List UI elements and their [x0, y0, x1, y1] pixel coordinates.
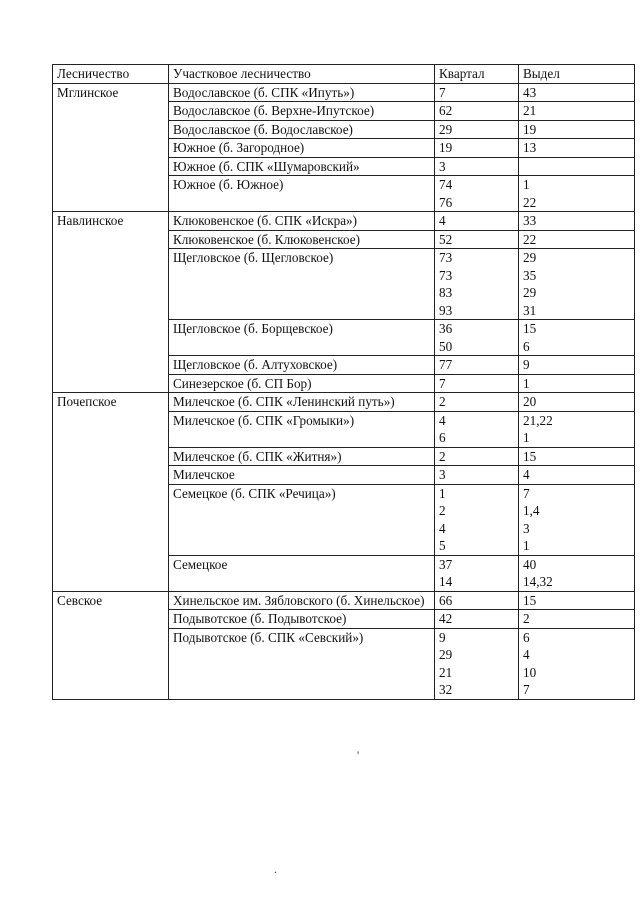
vydel-cell	[519, 102, 635, 121]
district-cell: Синезерское (б. СП Бор)	[169, 374, 435, 393]
kvartal-cell	[435, 411, 519, 447]
district-cell: Клюковенское (б. Клюковенское)	[169, 230, 435, 249]
kvartal-value: 93	[439, 302, 453, 318]
district-cell: Южное (б. Загородное)	[169, 139, 435, 158]
vydel-value: 35	[523, 267, 537, 283]
kvartal-value: 1	[439, 485, 446, 501]
kvartal-value: 14	[439, 574, 453, 589]
vydel-value: 15	[523, 592, 537, 608]
kvartal-cell	[435, 320, 519, 356]
vydel-cell	[519, 320, 635, 356]
kvartal-value: 2	[439, 394, 446, 409]
header-row	[53, 65, 635, 84]
kvartal-value: 9	[439, 629, 446, 645]
kvartal-value: 42	[439, 611, 453, 626]
kvartal-value: 32	[439, 682, 453, 697]
kvartal-value: 7	[439, 375, 446, 391]
kvartal-cell	[435, 628, 519, 699]
kvartal-value: 62	[439, 103, 453, 118]
kvartal-cell	[435, 466, 519, 485]
kvartal-value: 74	[439, 177, 453, 192]
district-cell: Южное (б. Южное)	[169, 176, 435, 212]
vydel-value: 7	[523, 682, 530, 697]
vydel-value: 29	[523, 250, 537, 265]
kvartal-value: 77	[439, 357, 453, 372]
kvartal-value: 37	[439, 556, 453, 572]
kvartal-value: 3	[439, 467, 446, 482]
vydel-value: 15	[523, 321, 537, 336]
vydel-cell	[519, 176, 635, 212]
kvartal-value: 4	[439, 520, 446, 536]
kvartal-value: 29	[439, 647, 453, 662]
vydel-cell	[519, 249, 635, 320]
kvartal-cell	[435, 120, 519, 139]
vydel-value: 6	[523, 338, 530, 354]
kvartal-value: 2	[439, 503, 446, 518]
header-vydel: Выдел	[519, 65, 635, 84]
kvartal-value: 29	[439, 121, 453, 137]
kvartal-value: 83	[439, 285, 453, 300]
table-body	[53, 83, 635, 699]
kvartal-cell	[435, 212, 519, 231]
vydel-cell	[519, 447, 635, 466]
kvartal-cell	[435, 555, 519, 591]
kvartal-value: 21	[439, 664, 453, 680]
kvartal-value: 36	[439, 321, 453, 336]
vydel-value: 10	[523, 664, 537, 680]
vydel-value: 40	[523, 556, 537, 572]
vydel-cell	[519, 212, 635, 231]
vydel-value: 19	[523, 121, 537, 137]
vydel-value: 33	[523, 213, 537, 228]
kvartal-value: 73	[439, 250, 453, 265]
table-row	[53, 591, 635, 610]
district-cell: Подывотское (б. СПК «Севский»)	[169, 628, 435, 699]
district-cell: Семецкое (б. СПК «Речица»)	[169, 484, 435, 555]
vydel-cell	[519, 120, 635, 139]
vydel-value: 14,32	[523, 574, 553, 589]
vydel-value: 4	[523, 647, 530, 662]
stray-mark: '	[357, 748, 360, 762]
vydel-value: 21	[523, 103, 537, 118]
vydel-value: 4	[523, 467, 530, 482]
forestry-cell: Мглинское	[53, 83, 169, 212]
district-cell: Щегловское (б. Алтуховское)	[169, 356, 435, 375]
vydel-value: 2	[523, 611, 530, 626]
vydel-value: 6	[523, 629, 530, 645]
vydel-value	[523, 158, 631, 176]
vydel-value: 22	[523, 194, 537, 210]
vydel-cell	[519, 83, 635, 102]
vydel-cell	[519, 157, 635, 176]
vydel-cell	[519, 628, 635, 699]
kvartal-cell	[435, 157, 519, 176]
vydel-cell	[519, 591, 635, 610]
kvartal-cell	[435, 484, 519, 555]
vydel-value: 43	[523, 84, 537, 100]
district-cell: Подывотское (б. Подывотское)	[169, 610, 435, 629]
header-kvartal: Квартал	[435, 65, 519, 84]
vydel-cell	[519, 356, 635, 375]
vydel-cell	[519, 484, 635, 555]
kvartal-value: 2	[439, 448, 446, 464]
district-cell: Южное (б. СПК «Шумаровский»	[169, 157, 435, 176]
kvartal-value: 19	[439, 140, 453, 155]
table-row	[53, 83, 635, 102]
district-cell: Водославское (б. Водославское)	[169, 120, 435, 139]
kvartal-value: 76	[439, 194, 453, 210]
stray-dot: .	[274, 862, 277, 876]
kvartal-cell	[435, 83, 519, 102]
vydel-cell	[519, 139, 635, 158]
kvartal-value: 6	[439, 430, 446, 445]
kvartal-cell	[435, 102, 519, 121]
district-cell: Семецкое	[169, 555, 435, 591]
kvartal-value: 3	[439, 158, 446, 174]
kvartal-value: 4	[439, 412, 446, 428]
vydel-value: 20	[523, 394, 537, 409]
district-cell: Милечское	[169, 466, 435, 485]
vydel-cell	[519, 374, 635, 393]
vydel-cell	[519, 555, 635, 591]
district-cell: Щегловское (б. Щегловское)	[169, 249, 435, 320]
header-forestry: Лесничество	[53, 65, 169, 84]
vydel-value: 3	[523, 520, 530, 536]
table-row	[53, 212, 635, 231]
vydel-cell	[519, 411, 635, 447]
kvartal-cell	[435, 374, 519, 393]
kvartal-cell	[435, 230, 519, 249]
district-cell: Клюковенское (б. СПК «Искра»)	[169, 212, 435, 231]
vydel-cell	[519, 230, 635, 249]
kvartal-value: 73	[439, 267, 453, 283]
vydel-value: 1	[523, 430, 530, 445]
vydel-cell	[519, 466, 635, 485]
forestry-table	[52, 64, 635, 700]
district-cell: Милечское (б. СПК «Ленинский путь»)	[169, 393, 435, 412]
vydel-cell	[519, 393, 635, 412]
district-cell: Водославское (б. Верхне-Ипутское)	[169, 102, 435, 121]
kvartal-value: 66	[439, 592, 453, 608]
vydel-value: 22	[523, 231, 537, 247]
vydel-value: 21,22	[523, 412, 553, 428]
kvartal-cell	[435, 610, 519, 629]
vydel-value: 1	[523, 538, 530, 553]
district-cell: Щегловское (б. Борщевское)	[169, 320, 435, 356]
kvartal-cell	[435, 393, 519, 412]
district-cell: Хинельское им. Зябловского (б. Хинельское)	[169, 591, 435, 610]
vydel-value: 1	[523, 375, 530, 391]
kvartal-value: 52	[439, 231, 453, 247]
vydel-value: 1,4	[523, 503, 540, 518]
vydel-cell	[519, 610, 635, 629]
kvartal-cell	[435, 139, 519, 158]
kvartal-cell	[435, 447, 519, 466]
kvartal-value: 4	[439, 213, 446, 228]
kvartal-cell	[435, 356, 519, 375]
table-row	[53, 393, 635, 412]
kvartal-value: 5	[439, 538, 446, 553]
vydel-value: 13	[523, 140, 537, 155]
kvartal-cell	[435, 249, 519, 320]
district-cell: Водославское (б. СПК «Ипуть»)	[169, 83, 435, 102]
kvartal-cell	[435, 176, 519, 212]
vydel-value: 1	[523, 177, 530, 192]
vydel-value: 9	[523, 357, 530, 372]
vydel-value: 15	[523, 448, 537, 464]
vydel-value: 31	[523, 302, 537, 318]
vydel-value: 7	[523, 485, 530, 501]
header-district: Участковое лесничество	[169, 65, 435, 84]
kvartal-value: 50	[439, 338, 453, 354]
district-cell: Милечское (б. СПК «Житня»)	[169, 447, 435, 466]
forestry-cell: Навлинское	[53, 212, 169, 393]
vydel-value: 29	[523, 285, 537, 300]
kvartal-cell	[435, 591, 519, 610]
forestry-cell: Почепское	[53, 393, 169, 592]
kvartal-value: 7	[439, 84, 446, 100]
forestry-cell: Севское	[53, 591, 169, 699]
district-cell: Милечское (б. СПК «Громыки»)	[169, 411, 435, 447]
